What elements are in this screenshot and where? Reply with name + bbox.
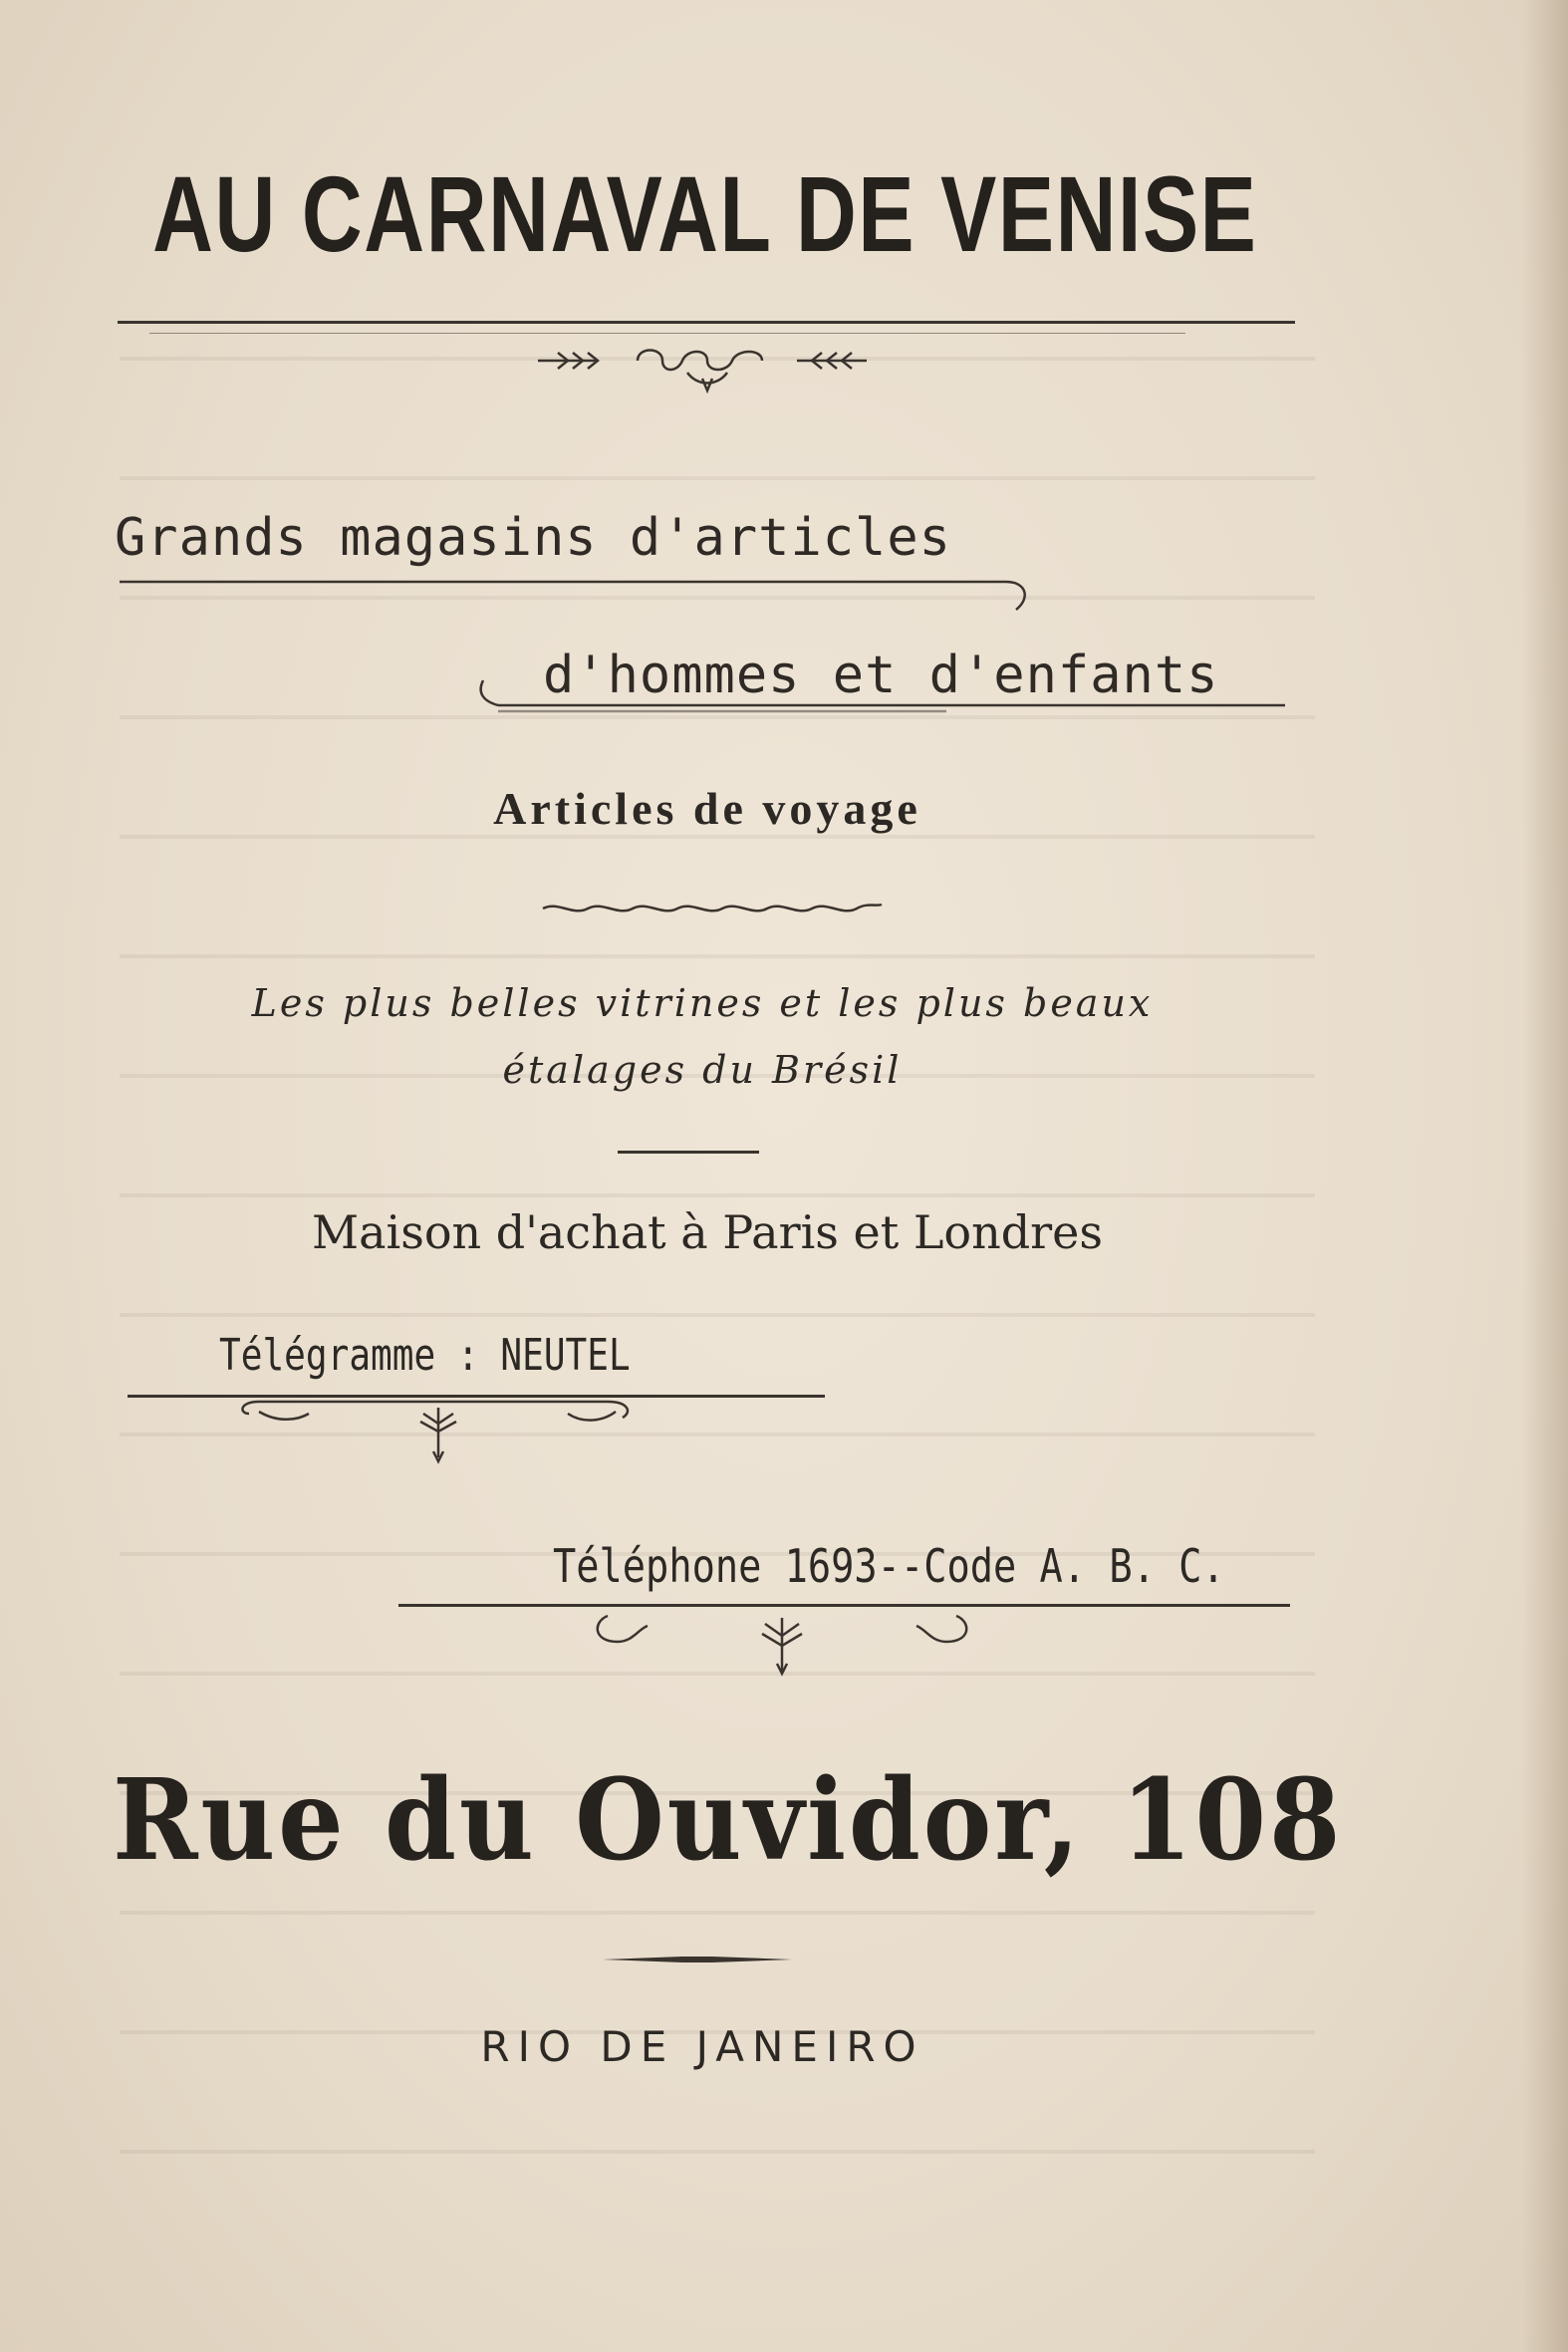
wavy-rule-icon	[543, 897, 882, 920]
subtitle-line1: Grands magasins d'articles	[115, 508, 951, 568]
telegramme-line: Télégramme : NEUTEL	[219, 1330, 631, 1381]
city: RIO DE JANEIRO	[480, 2022, 924, 2071]
arrow-flourish-icon	[538, 339, 877, 408]
scroll-ornament-icon	[239, 1400, 638, 1469]
page-title: AU CARNAVAL DE VENISE	[152, 153, 1258, 274]
telephone-rule	[398, 1604, 1290, 1607]
title-rule	[118, 321, 1295, 324]
vitrines-line2: étalages du Brésil	[502, 1048, 903, 1092]
address: Rue du Ouvidor, 108	[113, 1755, 1344, 1886]
telephone-line: Téléphone 1693--Code A. B. C.	[553, 1539, 1225, 1593]
page-edge-shadow	[1522, 0, 1568, 2352]
articles-heading: Articles de voyage	[493, 783, 921, 834]
maison-line: Maison d'achat à Paris et Londres	[312, 1205, 1103, 1259]
title-rule-thin	[149, 333, 1185, 334]
short-rule	[618, 1151, 759, 1154]
vitrines-line1: Les plus belles vitrines et les plus beaux	[251, 981, 1154, 1025]
fleuron-icon	[588, 1612, 976, 1682]
telegramme-rule	[128, 1395, 825, 1398]
subtitle-line2: d'hommes et d'enfants	[543, 646, 1219, 705]
tapered-rule	[603, 1953, 792, 1966]
